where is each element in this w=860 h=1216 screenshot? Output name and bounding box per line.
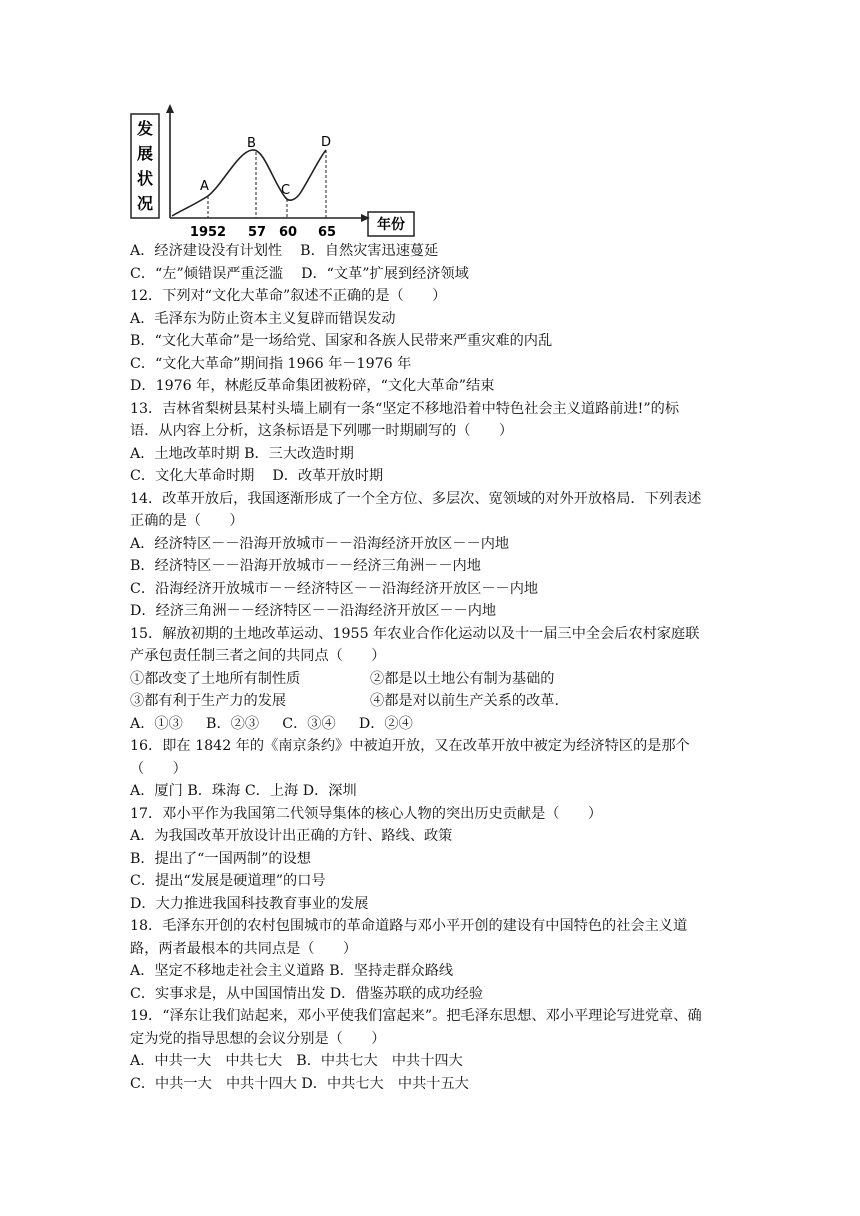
answer-options: A．厦门 B．珠海 C．上海 D．深圳 xyxy=(130,783,357,799)
answer-options: C．实事求是，从中国国情出发 D．借鉴苏联的成功经验 xyxy=(130,986,484,1002)
point-label-c: C xyxy=(281,183,291,198)
y-label-char: 况 xyxy=(136,194,154,213)
question-text: 17．邓小平作为我国第二代领导集体的核心人物的突出历史贡献是（ ） xyxy=(130,806,603,822)
point-label-a: A xyxy=(200,179,209,194)
question-text: 15．解放初期的土地改革运动、1955 年农业合作化运动以及十一届三中全会后农村家庭联 xyxy=(130,626,700,642)
development-curve xyxy=(172,150,326,216)
answer-options: A．土地改革时期 B．三大改造时期 xyxy=(130,446,354,462)
y-axis-arrow xyxy=(166,104,174,113)
answer-option: D．1976 年，林彪反革命集团被粉碎，“文化大革命”结束 xyxy=(130,378,495,394)
question-text: 14．改革开放后，我国逐渐形成了一个全方位、多层次、宽领域的对外开放格局．下列表述 xyxy=(130,491,702,507)
statement: ③都有利于生产力的发展 xyxy=(130,693,287,709)
answer-option: C．“文化大革命”期间指 1966 年－1976 年 xyxy=(130,356,412,372)
answer-option: A．毛泽东为防止资本主义复辟而错误发动 xyxy=(130,311,396,327)
answer-options: C．文化大革命时期 D．改革开放时期 xyxy=(130,468,384,484)
answer-option: D．经济三角洲－－经济特区－－沿海经济开放区－－内地 xyxy=(130,603,497,619)
answer-options: A．①③ B．②③ C．③④ D．②④ xyxy=(130,716,413,732)
answer-option: B．经济特区－－沿海开放城市－－经济三角洲－－内地 xyxy=(130,558,481,574)
y-label-char: 状 xyxy=(136,169,154,188)
question-text: 12．下列对“文化大革命”叙述不正确的是（ ） xyxy=(130,288,447,304)
q15-statements-row xyxy=(130,690,750,712)
statement: ④都是对以前生产关系的改革. xyxy=(370,693,559,709)
statement: ②都是以土地公有制为基础的 xyxy=(370,671,555,687)
question-text: 路，两者最根本的共同点是（ ） xyxy=(130,941,358,957)
answer-options: C．“左”倾错误严重泛滥 D．“文革”扩展到经济领域 xyxy=(130,266,469,282)
point-label-d: D xyxy=(321,135,332,150)
question-text: 13．吉林省梨树县某村头墙上刷有一条“坚定不移地沿着中特色社会主义道路前进!”的标 xyxy=(130,401,680,417)
tick-label: 60 xyxy=(278,225,298,240)
tick-label: 57 xyxy=(247,225,267,240)
answer-options: C．中共一大 中共十四大 D．中共七大 中共十五大 xyxy=(130,1076,469,1092)
y-label-char: 发 xyxy=(136,119,154,138)
answer-options: A．中共一大 中共七大 B．中共七大 中共十四大 xyxy=(130,1053,463,1069)
development-curve-figure xyxy=(128,102,420,242)
question-text: 定为党的指导思想的会议分别是（ ） xyxy=(130,1031,386,1047)
answer-option: C．提出“发展是硬道理”的口号 xyxy=(130,873,326,889)
question-text: （ ） xyxy=(130,761,187,777)
question-text: 正确的是（ ） xyxy=(130,513,244,529)
q15-statements-row xyxy=(130,668,750,690)
question-text: 19．“泽东让我们站起来，邓小平使我们富起来”。把毛泽东思想、邓小平理论写进党章、确 xyxy=(130,1008,702,1024)
tick-label: 65 xyxy=(317,225,337,240)
y-label-char: 展 xyxy=(136,144,154,163)
tick-label: 1952 xyxy=(189,225,227,240)
question-text: 16．即在 1842 年的《南京条约》中被迫开放，又在改革开放中被定为经济特区的是那个 xyxy=(130,738,690,754)
answer-option: A．经济特区－－沿海开放城市－－沿海经济开放区－－内地 xyxy=(130,536,510,552)
answer-option: B．提出了“一国两制”的设想 xyxy=(130,851,311,867)
point-label-b: B xyxy=(247,136,256,151)
answer-option: D．大力推进我国科技教育事业的发展 xyxy=(130,896,369,912)
question-text: 18．毛泽东开创的农村包围城市的革命道路与邓小平开创的建设有中国特色的社会主义道 xyxy=(130,918,688,934)
question-text: 产承包责任制三者之间的共同点（ ） xyxy=(130,648,386,664)
answer-option: A．为我国改革开放设计出正确的方针、路线、政策 xyxy=(130,828,453,844)
answer-option: C．沿海经济开放城市－－经济特区－－沿海经济开放区－－内地 xyxy=(130,581,539,597)
x-axis-label: 年份 xyxy=(377,217,405,233)
answer-options: A．坚定不移地走社会主义道路 B．坚持走群众路线 xyxy=(130,963,454,979)
answer-options: A．经济建设没有计划性 B．自然灾害迅速蔓延 xyxy=(130,243,439,259)
question-text: 语．从内容上分析，这条标语是下列哪一时期刷写的（ ） xyxy=(130,423,514,439)
statement: ①都改变了土地所有制性质 xyxy=(130,671,301,687)
answer-option: B．“文化大革命”是一场给党、国家和各族人民带来严重灾难的内乱 xyxy=(130,333,553,349)
